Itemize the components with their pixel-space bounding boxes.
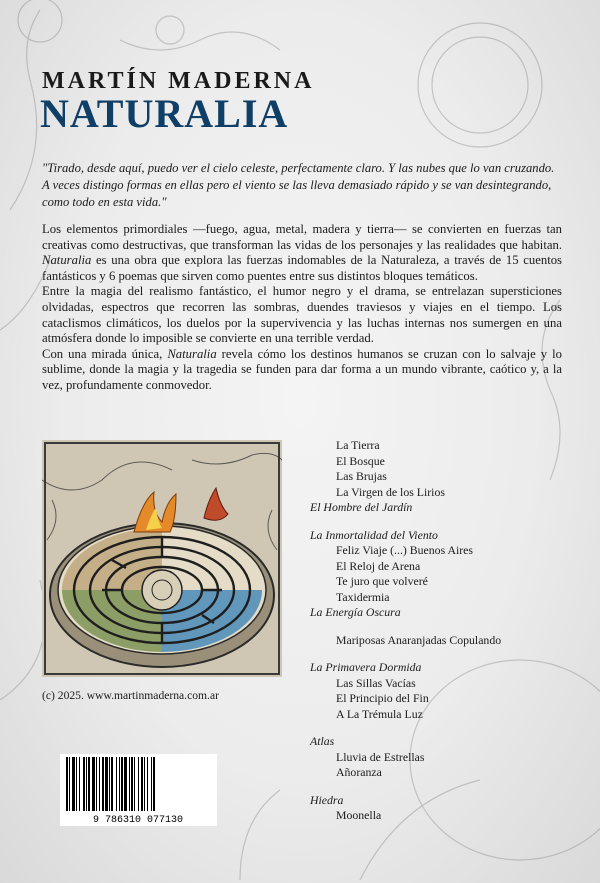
toc-item: La Tierra — [336, 438, 380, 452]
toc-item: El Reloj de Arena — [336, 558, 421, 573]
isbn-barcode — [60, 754, 217, 826]
toc-section-title: Hiedra — [310, 792, 344, 807]
synopsis-text: es una obra que explora las fuerzas indomables de la Naturaleza, a través de 15 cuentos fantásticos y 6 poemas que sirven como puentes entre sus distintos bloques temáticos. — [42, 253, 562, 283]
author-name: MARTÍN MADERNA — [42, 68, 315, 94]
toc-item: Feliz Viaje (...) Buenos Aires — [336, 543, 474, 557]
toc-item: Añoranza — [336, 765, 382, 779]
synopsis-text: revela cómo los destinos humanos se cruzan con lo salvaje y lo sublime, donde la magia y la tragedia se funden para dar forma a un mundo vibrante, caótico y, a la vez, profundamente conmovedor. — [42, 346, 562, 392]
synopsis-text: Con una mirada única, — [42, 346, 168, 361]
toc-item: A La Trémula Luz — [336, 706, 423, 721]
toc-item: Mariposas Anaranjadas Copulando — [336, 632, 502, 647]
isbn-number: 9 786310 077130 — [92, 815, 184, 826]
synopsis — [42, 222, 562, 394]
epigraph-quote: "Tirado, desde aquí, puedo ver el cielo celeste, perfectamente claro. Y las nubes que lo van cruzando. A veces distingo formas en ellas pero el viento se las lleva demasiado rápido y se van desintegrando, como todo en esta vida." — [42, 161, 555, 209]
labyrinth-illustration — [42, 440, 282, 677]
toc-section-title: El Hombre del Jardín — [310, 500, 413, 514]
synopsis-paragraph-2: Entre la magia del realismo fantástico, el humor negro y el drama, se entrelazan supersticiones olvidadas, espectros que recorren las sombras, duendes traviesos y viajes en el tiempo. Los cataclismos climáticos, los duelos por la supervivencia y las luchas internas nos sumergen en una atmósfera donde lo imposible se convierte en una terrible verdad. — [42, 284, 562, 346]
book-name-italic: Naturalia — [167, 346, 217, 361]
toc-item: Las Brujas — [336, 469, 387, 483]
toc-item: Te juro que volveré — [336, 574, 428, 588]
toc-item: Lluvia de Estrellas — [336, 749, 425, 764]
toc-section-title: La Inmortalidad del Viento — [310, 527, 438, 542]
copyright-and-website: (c) 2025. www.martinmaderna.com.ar — [42, 689, 219, 702]
synopsis-paragraph-1 — [42, 222, 562, 284]
toc-section-title: La Energía Oscura — [310, 605, 401, 619]
sun-illustration — [432, 37, 528, 133]
toc-section-title: Atlas — [310, 734, 335, 748]
book-title: NATURALIA — [40, 91, 289, 136]
toc-item: El Bosque — [336, 453, 385, 468]
toc-item: La Virgen de los Lirios — [336, 484, 445, 499]
synopsis-text: Los elementos primordiales —fuego, agua, metal, madera y tierra— se convierten en fuerzas tan creativas como destructivas, que transforman las vidas de los personajes y las realidades que habitan. — [42, 222, 562, 252]
toc-item: El Principio del Fin — [336, 691, 429, 705]
toc-section-title: La Primavera Dormida — [310, 660, 422, 674]
toc-item: Las Sillas Vacías — [336, 675, 416, 690]
toc-item: Taxidermia — [336, 589, 390, 604]
table-of-contents — [310, 438, 590, 824]
book-name-italic: Naturalia — [42, 253, 92, 268]
toc-item: Moonella — [336, 808, 382, 822]
synopsis-paragraph-3 — [42, 347, 562, 394]
